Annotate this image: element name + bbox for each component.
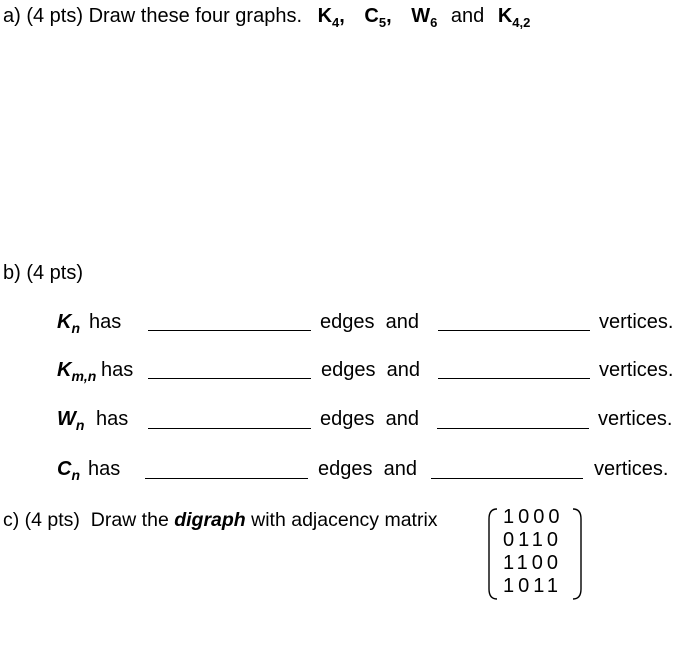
row-kmn-vertices-blank[interactable]: [438, 378, 590, 379]
graph-w6: $W_6$: [411, 5, 438, 30]
matrix-row: 1000: [503, 506, 564, 528]
row-wn-edges-blank[interactable]: [148, 428, 311, 429]
row-kmn-has: has: [101, 359, 134, 381]
matrix-row: 1011: [503, 575, 563, 597]
row-cn-edges-blank[interactable]: [145, 478, 308, 479]
graph-c5: $C_5$,: [364, 5, 392, 30]
row-cn-mid: edges and: [318, 458, 417, 480]
adjacency-matrix: [485, 505, 585, 601]
row-kn-symbol: $K_n$: [57, 311, 81, 336]
row-wn-symbol: $W_n$: [57, 408, 85, 433]
row-kmn-symbol: $K_{m,n}$: [57, 359, 97, 384]
row-cn-end: vertices.: [594, 458, 669, 480]
row-cn-symbol: $C_n$: [57, 458, 81, 483]
part-c-suffix: with adjacency matrix: [251, 509, 438, 531]
row-wn-has: has: [96, 408, 129, 430]
row-kmn-edges-blank[interactable]: [148, 378, 311, 379]
matrix-row: 1100: [503, 552, 563, 574]
graph-k4: $K_4$,: [317, 5, 345, 30]
part-a-prompt: a) (4 pts) Draw these four graphs.: [3, 5, 303, 27]
row-kn-end: vertices.: [599, 311, 674, 333]
matrix-row: 0110: [503, 529, 563, 551]
row-wn-mid: edges and: [320, 408, 419, 430]
row-wn-vertices-blank[interactable]: [437, 428, 589, 429]
row-wn-end: vertices.: [598, 408, 673, 430]
and-connector: and: [450, 5, 485, 27]
part-b-heading: b) (4 pts): [3, 262, 84, 284]
part-c-prefix: c) (4 pts) Draw the: [3, 509, 169, 531]
row-kn-edges-blank[interactable]: [148, 330, 311, 331]
row-kmn-mid: edges and: [321, 359, 420, 381]
row-kn-mid: edges and: [320, 311, 419, 333]
row-cn-has: has: [88, 458, 121, 480]
part-c-line: [3, 509, 438, 532]
part-c-emph: digraph: [174, 509, 246, 531]
part-a-line: [3, 5, 530, 30]
row-kn-has: has: [89, 311, 122, 333]
row-kmn-end: vertices.: [599, 359, 674, 381]
graph-k42: $K_{4,2}$: [497, 5, 531, 30]
row-cn-vertices-blank[interactable]: [431, 478, 583, 479]
row-kn-vertices-blank[interactable]: [438, 330, 590, 331]
